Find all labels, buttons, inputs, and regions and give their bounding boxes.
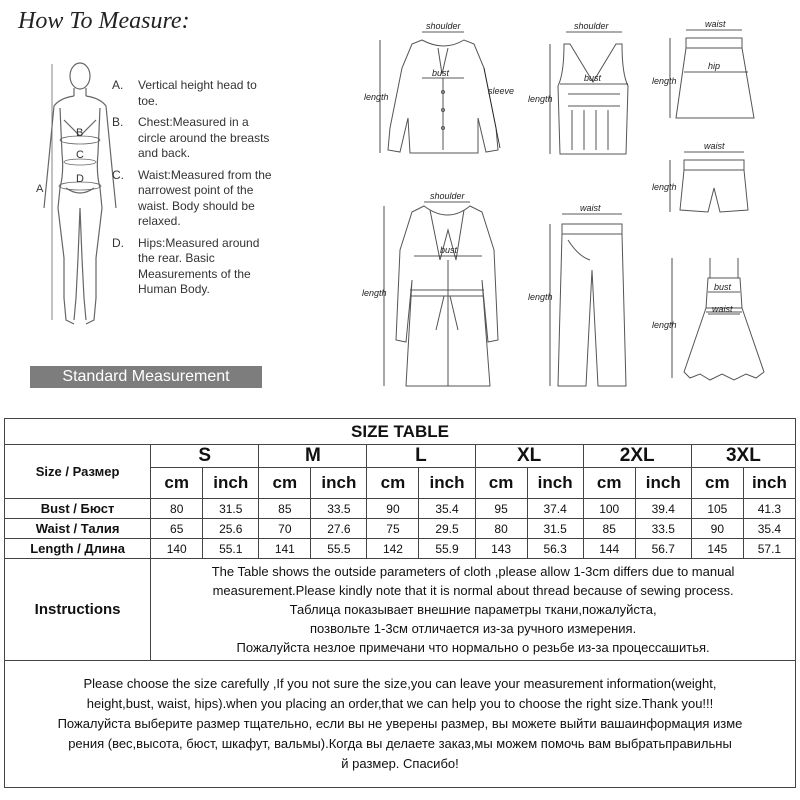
cell: 31.5 <box>527 519 583 539</box>
size-table <box>4 418 796 788</box>
cell: 57.1 <box>743 539 795 559</box>
cell: 55.1 <box>203 539 259 559</box>
coat-sketch <box>360 190 530 390</box>
guide-text: Vertical height head to toe. <box>138 78 257 108</box>
page-title: How To Measure: <box>18 8 190 34</box>
cell: 33.5 <box>311 499 367 519</box>
cell: 80 <box>475 519 527 539</box>
row-label-length: Length / Длина <box>5 539 151 559</box>
guide-item-b <box>112 115 272 162</box>
table-row <box>5 519 796 539</box>
cell: 29.5 <box>419 519 475 539</box>
guide-key: D. <box>112 235 124 250</box>
size-s: S <box>151 445 259 468</box>
skirt-sketch <box>650 18 770 128</box>
footer-line: height,bust, waist, hips).when you placing an order,that we can help you to choose the right size.Thank you!!! <box>86 696 714 711</box>
cell: 41.3 <box>743 499 795 519</box>
cell: 55.9 <box>419 539 475 559</box>
cell: 56.7 <box>635 539 691 559</box>
cell: 142 <box>367 539 419 559</box>
guide-text: Hips:Measured around the rear. Basic Measurements of the Human Body. <box>138 235 260 296</box>
unit-inch: inch <box>527 468 583 499</box>
size-l: L <box>367 445 475 468</box>
guide-key: B. <box>112 115 124 129</box>
size-m: M <box>259 445 367 468</box>
footer-line: й размер. Спасибо! <box>341 756 459 771</box>
footer-note <box>5 661 796 788</box>
unit-inch: inch <box>203 468 259 499</box>
footer-line: рения (вес,высота, бюст, шкафут, вальмы).Когда вы делаете заказ,мы можем помочь вам выбратьправильны <box>68 736 732 751</box>
cell: 65 <box>151 519 203 539</box>
unit-cm: cm <box>259 468 311 499</box>
cell: 90 <box>691 519 743 539</box>
unit-cm: cm <box>691 468 743 499</box>
label-bust: bust <box>584 73 602 83</box>
body-figure <box>30 58 125 338</box>
pants-sketch <box>528 200 648 390</box>
measure-guide <box>112 78 272 304</box>
guide-item-a <box>112 78 272 109</box>
label-length: length <box>652 320 677 330</box>
footer-line: Пожалуйста выберите размер тщательно, если вы не уверены размер, вы можете выйти вашаинформация изме <box>57 716 743 731</box>
label-length: length <box>364 92 389 102</box>
label-length: length <box>528 292 553 302</box>
cell: 85 <box>583 519 635 539</box>
unit-inch: inch <box>311 468 367 499</box>
label-waist: waist <box>704 141 725 151</box>
cell: 37.4 <box>527 499 583 519</box>
size-xl: XL <box>475 445 583 468</box>
cell: 95 <box>475 499 527 519</box>
cell: 27.6 <box>311 519 367 539</box>
label-length: length <box>652 182 677 192</box>
cell: 143 <box>475 539 527 559</box>
cell: 39.4 <box>635 499 691 519</box>
marker-d: D <box>76 173 84 185</box>
size-header: Size / Размер <box>5 445 151 499</box>
unit-inch: inch <box>743 468 795 499</box>
unit-inch: inch <box>419 468 475 499</box>
cell: 85 <box>259 499 311 519</box>
cell: 105 <box>691 499 743 519</box>
instructions-line: Таблица показывает внешние параметры ткани,пожалуйста, <box>289 602 657 617</box>
instructions-text <box>151 559 796 661</box>
cell: 56.3 <box>527 539 583 559</box>
cell: 31.5 <box>203 499 259 519</box>
footer-line: Please choose the size carefully ,If you not sure the size,you can leave your measurement information(weight, <box>83 676 717 691</box>
label-waist: waist <box>580 203 601 213</box>
cell: 90 <box>367 499 419 519</box>
cell: 80 <box>151 499 203 519</box>
cell: 70 <box>259 519 311 539</box>
label-waist: waist <box>712 304 733 314</box>
label-sleeve: sleeve <box>488 86 515 96</box>
marker-c: C <box>76 149 84 161</box>
shorts-sketch <box>650 140 770 230</box>
cell: 35.4 <box>419 499 475 519</box>
size-3xl: 3XL <box>691 445 795 468</box>
label-hip: hip <box>708 61 721 71</box>
label-bust: bust <box>714 282 732 292</box>
unit-inch: inch <box>635 468 691 499</box>
table-row <box>5 499 796 519</box>
marker-a: A <box>36 183 44 195</box>
cell: 35.4 <box>743 519 795 539</box>
guide-item-d <box>112 236 272 298</box>
row-label-bust: Bust / Бюст <box>5 499 151 519</box>
unit-cm: cm <box>151 468 203 499</box>
cell: 100 <box>583 499 635 519</box>
guide-key: C. <box>112 167 124 182</box>
table-row <box>5 539 796 559</box>
label-length: length <box>362 288 387 298</box>
unit-cm: cm <box>583 468 635 499</box>
standard-measurement-banner: Standard Measurement <box>30 366 262 388</box>
instructions-label: Instructions <box>5 559 151 661</box>
instructions-line: The Table shows the outside parameters of cloth ,please allow 1-3cm differs due to manual <box>211 564 735 579</box>
label-shoulder: shoulder <box>430 191 465 201</box>
unit-cm: cm <box>367 468 419 499</box>
cell: 145 <box>691 539 743 559</box>
marker-b: B <box>76 127 84 139</box>
label-bust: bust <box>432 68 450 78</box>
cell: 33.5 <box>635 519 691 539</box>
guide-item-c <box>112 168 272 230</box>
size-table-title: SIZE TABLE <box>5 419 796 445</box>
label-shoulder: shoulder <box>574 21 609 31</box>
instructions-line: Пожалуйста незлое примечани что нормально о резьбе из-за процессашитья. <box>236 640 710 655</box>
vest-sketch <box>528 18 648 168</box>
blouse-sketch <box>360 18 530 168</box>
guide-key: A. <box>112 78 124 92</box>
cell: 144 <box>583 539 635 559</box>
dress-sketch <box>650 250 790 390</box>
cell: 55.5 <box>311 539 367 559</box>
cell: 75 <box>367 519 419 539</box>
cell: 140 <box>151 539 203 559</box>
size-2xl: 2XL <box>583 445 691 468</box>
label-length: length <box>652 76 677 86</box>
instructions-line: measurement.Please kindly note that it is normal about thread because of sewing process. <box>212 583 734 598</box>
row-label-waist: Waist / Талия <box>5 519 151 539</box>
guide-text: Chest:Measured in a circle around the breasts and back. <box>138 115 270 160</box>
cell: 25.6 <box>203 519 259 539</box>
cell: 141 <box>259 539 311 559</box>
guide-text: Waist:Measured from the narrowest point of the waist. Body should be relaxed. <box>138 167 272 228</box>
label-bust: bust <box>440 245 458 255</box>
instructions-line: позвольте 1-3см отличается из-за ручного измерения. <box>309 621 637 636</box>
unit-cm: cm <box>475 468 527 499</box>
label-waist: waist <box>705 19 726 29</box>
label-length: length <box>528 94 553 104</box>
label-shoulder: shoulder <box>426 21 461 31</box>
